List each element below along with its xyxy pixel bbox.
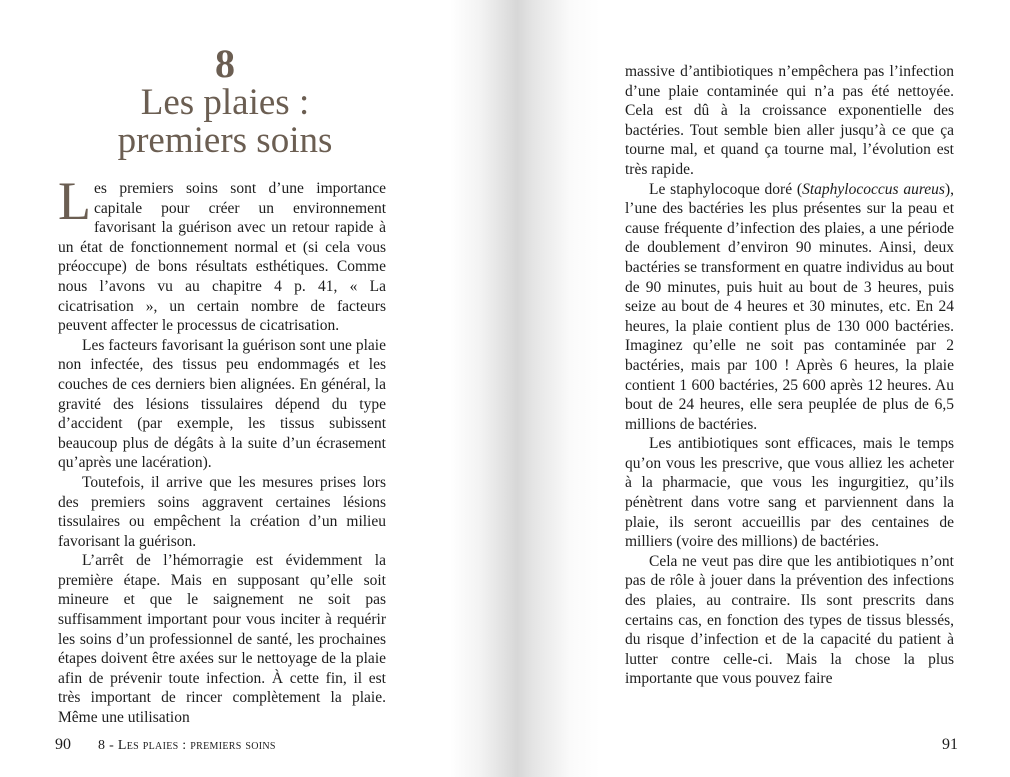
drop-cap: L (58, 171, 91, 231)
paragraph: Les facteurs favorisant la guérison sont une plaie non infectée, des tissus peu endommagés et les couches de ces derniers bien alignées. En général, la gravité des lésions tissulaires dépend du type d’accident (par exemple, les tissus subissent beaucoup plus de dégâts à la suite d’un écrasement qu’après une lacération). (58, 336, 386, 472)
page-number-left: 90 (55, 736, 71, 753)
species-name: Staphylococcus aureus (802, 180, 945, 198)
running-head: 8 - Les plaies : premiers soins (98, 738, 276, 753)
paragraph: massive d’antibiotiques n’empêchera pas l’infection d’une plaie contaminée qui n’a pas été nettoyée. Cela est dû à la croissance exponentielle des bactéries. Tout semble bien aller jusqu’à ce que ça tourne mal, et quand ça tourne mal, l’évolution est très rapide. (625, 63, 954, 178)
left-page (0, 0, 500, 777)
paragraph (58, 171, 386, 336)
paragraph: L’arrêt de l’hémorragie est évidemment la première étape. Mais en supposant qu’elle soit mineure et que le saignement ne soit pas suffisamment important pour vous inciter à requérir les soins d’un professionnel de santé, les prochaines étapes doivent être axées sur le nettoyage de la plaie afin de prévenir toute infection. À cette fin, il est très important de rincer complètement la plaie. Même une utilisation (58, 552, 386, 727)
paragraph: Cela ne veut pas dire que les antibiotiques n’ont pas de rôle à jouer dans la prévention des infections des plaies, au contraire. Ils sont prescrits dans certains cas, en fonction des types de tissus blessés, du risque d’infection et de la capacité du patient à lutter contre celle-ci. Mais la chose la plus importante que vous pouvez faire (625, 552, 954, 688)
paragraph-text: ), l’une des bactéries les plus présentes sur la peau et cause fréquente d’infection des plaies, a une période de doublement d’environ 90 minutes. Ainsi, deux bactéries se transforment en quatre individus au bout de 90 minutes, puis huit au bout de 3 heures, puis seize au bout de 4 heures et 30 minutes, etc. En 24 heures, la plaie contient plus de 130 000 bactéries. Imaginez qu’elle ne soit pas contaminée par 2 bactéries, mais par 100 ! Après 6 heures, la plaie contient 1 600 bactéries, 25 600 après 12 heures. Au bout de 24 heures, elle sera peuplée de plus de 6,5 millions de bactéries. (625, 180, 954, 433)
chapter-title-line-1: Les plaies : (140, 82, 310, 123)
right-body-text (625, 62, 954, 689)
chapter-heading (60, 41, 390, 161)
left-body-text (58, 171, 386, 728)
chapter-number: 8 (215, 41, 235, 86)
paragraph-text: es premiers soins sont d’une importance capitale pour créer un environnement favorisant la guérison avec un retour rapide à un état de fonctionnement normal et (si cela vous préoccupe) de bons résultats esthétiques. Comme nous l’avons vu au chapitre 4 p. 41, « La cicatrisation », un certain nombre de facteurs peuvent affecter le processus de cicatrisation. (58, 180, 386, 335)
paragraph: Toutefois, il arrive que les mesures prises lors des premiers soins aggravent certaines lésions tissulaires ou empêchent la création d’un milieu favorisant la guérison. (58, 473, 386, 550)
page-number-right: 91 (942, 736, 958, 753)
chapter-title-line-2: premiers soins (117, 120, 333, 161)
paragraph: Les antibiotiques sont efficaces, mais le temps qu’on vous les prescrive, que vous alliez les acheter à la pharmacie, que vous les ingurgitiez, qu’ils pénètrent dans votre sang et parviennent dans la plaie, ils seront accueillis par des centaines de milliers (voire des millions) de bactéries. (625, 435, 954, 551)
right-page (500, 0, 1010, 777)
paragraph (625, 180, 954, 435)
paragraph-text: Le staphylocoque doré ( (649, 180, 803, 198)
